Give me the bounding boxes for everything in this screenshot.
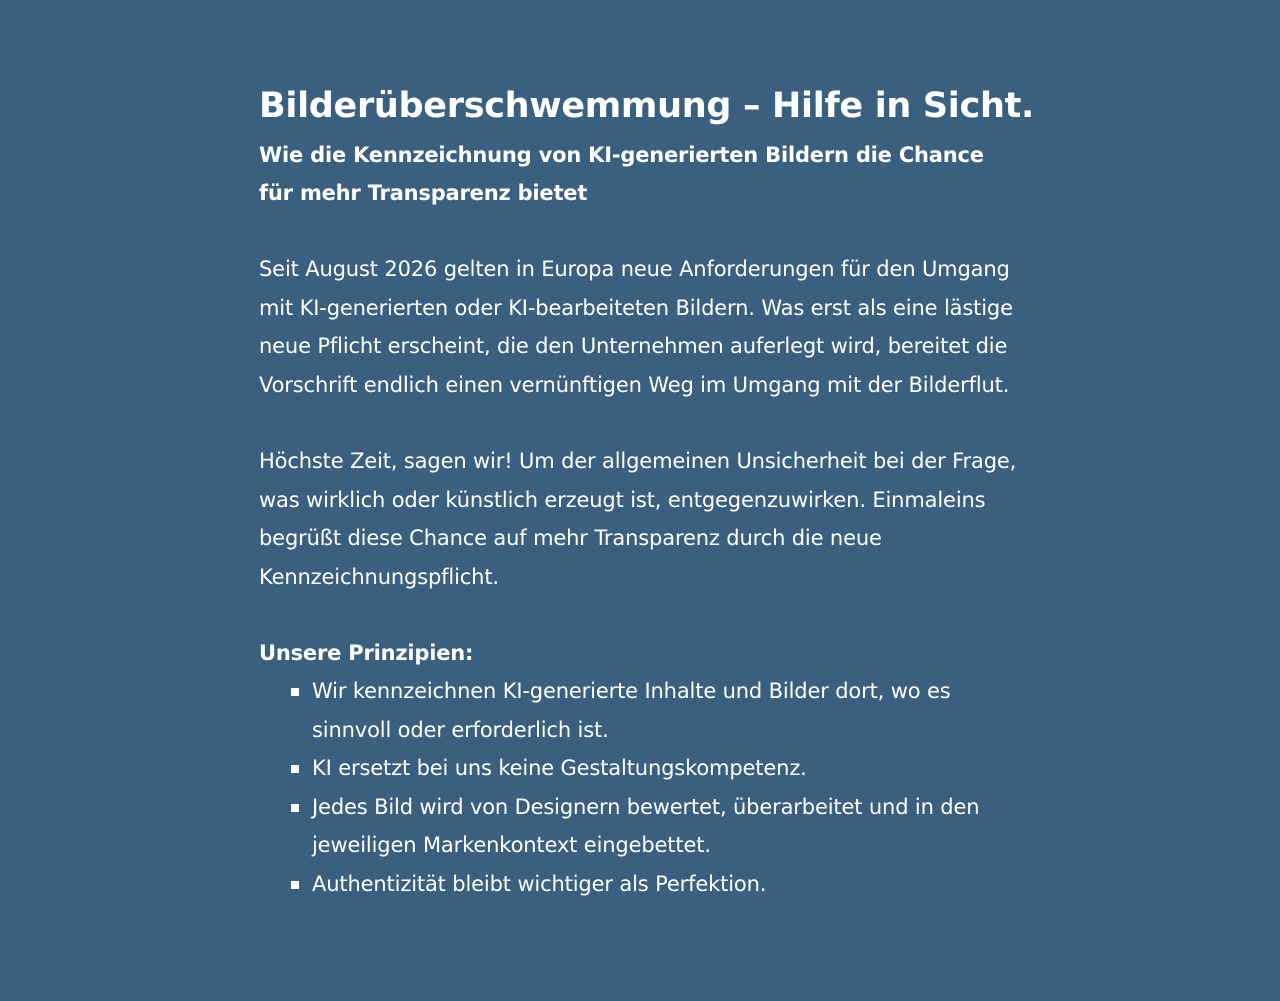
list-item-text: Wir kennzeichnen KI-generierte Inhalte und Bilder dort, wo es sinnvoll oder erforderlich ist. [312, 679, 951, 742]
principles-section [259, 634, 1029, 903]
list-item [312, 749, 1029, 788]
article-paragraph: Seit August 2026 gelten in Europa neue Anforderungen für den Umgang mit KI-generierten oder KI-bearbeiteten Bildern. Was erst als eine lästige neue Pflicht erscheint, die den Unternehmen auferlegt wird, bereitet die Vorschrift endlich einen vernünftigen Weg im Umgang mit der Bilderflut. [259, 257, 1013, 397]
list-item-text: KI ersetzt bei uns keine Gestaltungskompetenz. [312, 756, 807, 780]
list-item-text: Jedes Bild wird von Designern bewertet, überarbeitet und in den jeweiligen Markenkontext eingebettet. [312, 794, 980, 857]
square-bullet-icon [291, 765, 299, 773]
principles-list [259, 672, 1029, 903]
square-bullet-icon [291, 804, 299, 812]
article-subtitle: Wie die Kennzeichnung von KI-generierten Bildern die Chance für mehr Transparenz bietet [259, 143, 984, 205]
list-item-text: Authentizität bleibt wichtiger als Perfektion. [312, 871, 767, 896]
principles-heading: Unsere Prinzipien: [259, 641, 474, 665]
list-item [312, 788, 1029, 865]
list-item [312, 672, 1029, 749]
article [259, 82, 1034, 903]
article-title: Bilderüberschwemmung – Hilfe in Sicht. [259, 86, 1034, 126]
square-bullet-icon [291, 881, 299, 889]
article-paragraph: Höchste Zeit, sagen wir! Um der allgemeinen Unsicherheit bei der Frage, was wirklich oder künstlich erzeugt ist, entgegenzuwirken. Einmaleins begrüßt diese Chance auf mehr Transparenz durch die neue Kennzeichnungspflicht. [259, 449, 1017, 589]
list-item [312, 865, 1029, 904]
square-bullet-icon [291, 688, 299, 696]
